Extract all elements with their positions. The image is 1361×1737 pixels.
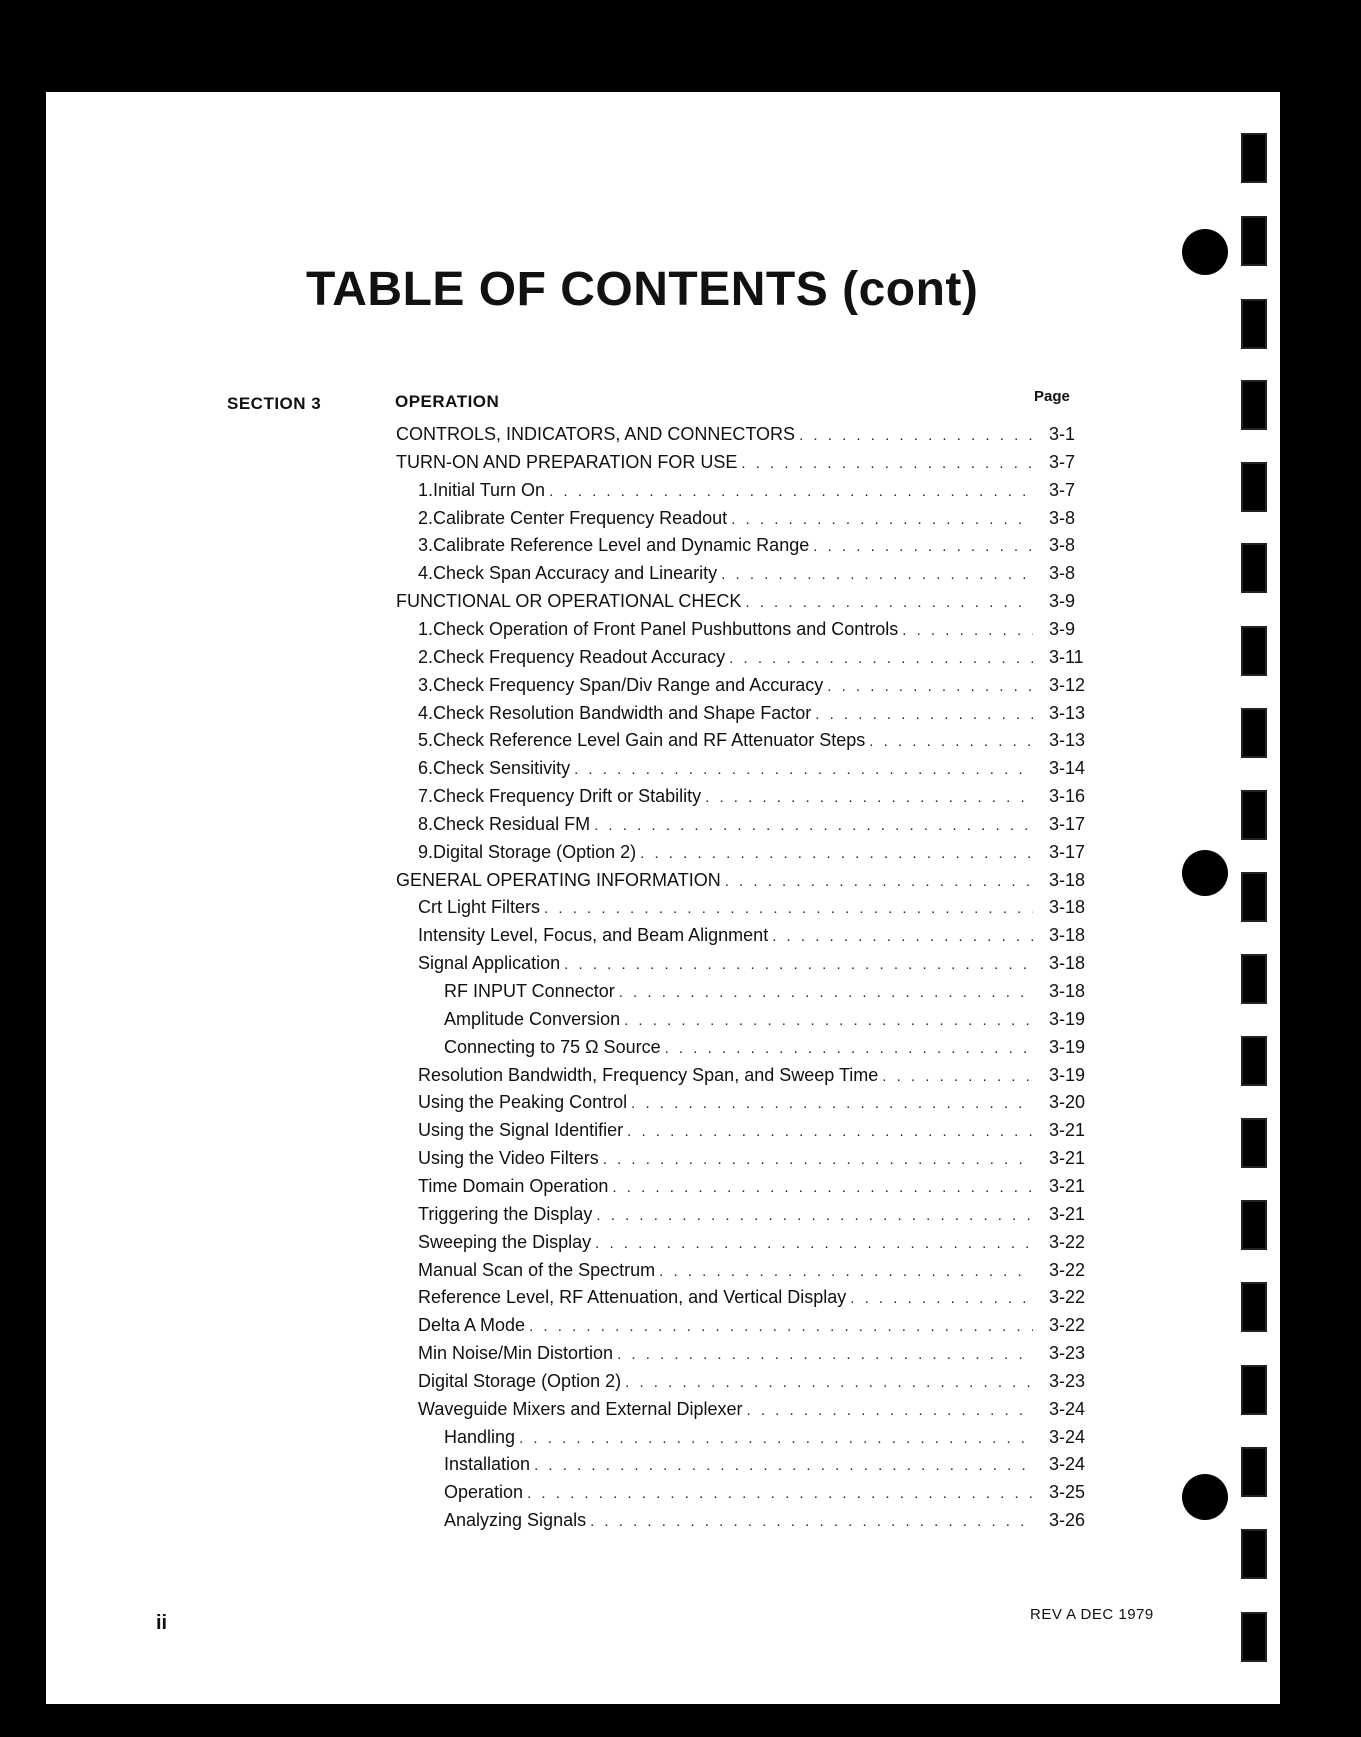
dot-leader bbox=[544, 897, 1033, 921]
toc-entry-label: Check Span Accuracy and Linearity bbox=[433, 563, 718, 584]
toc-entry-number: 5. bbox=[418, 730, 434, 751]
toc-entry-page: 3-7 bbox=[1049, 479, 1076, 500]
dot-leader bbox=[519, 1427, 1033, 1451]
toc-entry-label: Waveguide Mixers and External Diplexer bbox=[418, 1398, 743, 1419]
toc-entry bbox=[418, 533, 1091, 557]
toc-entry-number: 4. bbox=[418, 702, 434, 723]
dot-leader bbox=[731, 508, 1033, 532]
toc-entry-number: 8. bbox=[418, 813, 434, 834]
toc-entry-label: Handling bbox=[444, 1426, 516, 1447]
toc-entry bbox=[418, 1397, 1091, 1421]
toc-entry-label: Check Reference Level Gain and RF Attenuator Steps bbox=[433, 730, 866, 751]
toc-entry bbox=[418, 784, 1091, 808]
document-page bbox=[46, 92, 1280, 1704]
binder-slot bbox=[1241, 299, 1267, 349]
toc-entry bbox=[418, 1258, 1091, 1282]
toc-entry bbox=[418, 673, 1091, 697]
toc-entry-page: 3-25 bbox=[1049, 1482, 1086, 1503]
dot-leader bbox=[619, 981, 1033, 1005]
toc-entry-number: 7. bbox=[418, 786, 434, 807]
toc-entry bbox=[418, 1369, 1091, 1393]
toc-entry-label: Check Sensitivity bbox=[433, 758, 571, 779]
toc-entry bbox=[418, 617, 1091, 641]
toc-entry-label: Min Noise/Min Distortion bbox=[418, 1343, 614, 1364]
toc-entry-page: 3-9 bbox=[1049, 618, 1076, 639]
toc-entry-page: 3-24 bbox=[1049, 1426, 1086, 1447]
dot-leader bbox=[617, 1343, 1033, 1367]
binder-slot bbox=[1241, 1036, 1267, 1086]
dot-leader bbox=[799, 424, 1033, 448]
dot-leader bbox=[850, 1287, 1033, 1311]
toc-entry bbox=[418, 1118, 1091, 1142]
dot-leader bbox=[827, 675, 1033, 699]
toc-list bbox=[46, 92, 1280, 1704]
binder-slot bbox=[1241, 543, 1267, 593]
binder-slot bbox=[1241, 133, 1267, 183]
toc-entry bbox=[396, 450, 1091, 474]
toc-entry-number: 2. bbox=[418, 507, 434, 528]
toc-entry-page: 3-24 bbox=[1049, 1398, 1086, 1419]
toc-entry-page: 3-11 bbox=[1049, 646, 1084, 667]
toc-entry bbox=[418, 1285, 1091, 1309]
dot-leader bbox=[596, 1204, 1033, 1228]
dot-leader bbox=[595, 1232, 1033, 1256]
toc-entry-label: CONTROLS, INDICATORS, AND CONNECTORS bbox=[396, 424, 796, 444]
toc-entry-label: Signal Application bbox=[418, 953, 561, 974]
toc-entry-page: 3-12 bbox=[1049, 674, 1086, 695]
toc-entry-label: RF INPUT Connector bbox=[444, 981, 615, 1001]
toc-entry-page: 3-8 bbox=[1049, 507, 1076, 528]
toc-entry bbox=[444, 1452, 1091, 1476]
toc-entry-label: Sweeping the Display bbox=[418, 1231, 592, 1252]
toc-entry-label: Crt Light Filters bbox=[418, 897, 541, 918]
binder-slot bbox=[1241, 462, 1267, 512]
toc-entry-label: TURN-ON AND PREPARATION FOR USE bbox=[396, 451, 738, 472]
toc-entry bbox=[444, 1480, 1091, 1504]
toc-entry bbox=[418, 923, 1091, 947]
toc-entry bbox=[444, 1007, 1091, 1031]
toc-entry-page: 3-18 bbox=[1049, 981, 1086, 1001]
toc-entry bbox=[418, 701, 1091, 725]
binder-slot bbox=[1241, 1200, 1267, 1250]
binder-slot bbox=[1241, 626, 1267, 676]
binder-slot bbox=[1241, 1529, 1267, 1579]
toc-entry bbox=[418, 1090, 1091, 1114]
toc-entry bbox=[418, 951, 1091, 975]
dot-leader bbox=[869, 730, 1033, 754]
toc-entry-page: 3-13 bbox=[1049, 702, 1086, 723]
toc-entry-number: 1. bbox=[418, 479, 434, 500]
toc-entry bbox=[418, 561, 1091, 585]
binder-slot bbox=[1241, 1282, 1267, 1332]
dot-leader bbox=[534, 1454, 1033, 1478]
punch-hole bbox=[1182, 229, 1228, 275]
toc-entry bbox=[444, 979, 1091, 1003]
toc-entry bbox=[418, 478, 1091, 502]
toc-entry-label: Triggering the Display bbox=[418, 1203, 593, 1224]
toc-entry-number: 2. bbox=[418, 646, 434, 667]
dot-leader bbox=[564, 953, 1033, 977]
toc-entry-page: 3-14 bbox=[1049, 758, 1086, 779]
toc-entry-page: 3-9 bbox=[1049, 591, 1076, 612]
toc-entry-page: 3-21 bbox=[1049, 1203, 1086, 1224]
dot-leader bbox=[640, 842, 1033, 866]
toc-entry bbox=[396, 422, 1091, 446]
toc-entry-page: 3-23 bbox=[1049, 1343, 1086, 1364]
binder-edge bbox=[1237, 0, 1361, 1737]
toc-entry-label: Using the Video Filters bbox=[418, 1148, 599, 1169]
toc-entry-label: Check Frequency Readout Accuracy bbox=[433, 646, 726, 667]
toc-entry-number: 1. bbox=[418, 618, 434, 639]
toc-entry-page: 3-19 bbox=[1049, 1064, 1086, 1085]
toc-entry-label: Check Operation of Front Panel Pushbuttons and Controls bbox=[433, 618, 899, 639]
dot-leader bbox=[603, 1148, 1033, 1172]
toc-entry-page: 3-8 bbox=[1049, 563, 1076, 584]
toc-entry-number: 3. bbox=[418, 535, 434, 556]
toc-entry bbox=[418, 1146, 1091, 1170]
toc-entry-page: 3-21 bbox=[1049, 1120, 1086, 1141]
toc-entry bbox=[396, 589, 1091, 613]
toc-entry-number: 3. bbox=[418, 674, 434, 695]
toc-entry-page: 3-23 bbox=[1049, 1370, 1086, 1391]
toc-entry-label: Intensity Level, Focus, and Beam Alignment bbox=[418, 925, 769, 946]
toc-entry bbox=[418, 895, 1091, 919]
toc-entry-label: FUNCTIONAL OR OPERATIONAL CHECK bbox=[396, 591, 742, 612]
toc-entry-page: 3-16 bbox=[1049, 786, 1086, 807]
toc-entry-page: 3-18 bbox=[1049, 953, 1086, 974]
toc-entry-label: Manual Scan of the Spectrum bbox=[418, 1259, 656, 1280]
dot-leader bbox=[815, 703, 1033, 727]
dot-leader bbox=[721, 563, 1033, 587]
page-column-heading: Page bbox=[1034, 388, 1070, 405]
dot-leader bbox=[659, 1260, 1033, 1284]
binder-slot bbox=[1241, 1447, 1267, 1497]
toc-entry-page: 3-22 bbox=[1049, 1231, 1086, 1252]
toc-entry-label: Resolution Bandwidth, Frequency Span, and Sweep Time bbox=[418, 1064, 879, 1085]
page-title: TABLE OF CONTENTS (cont) bbox=[306, 263, 979, 316]
dot-leader bbox=[612, 1176, 1033, 1200]
dot-leader bbox=[882, 1065, 1033, 1089]
toc-entry bbox=[418, 728, 1091, 752]
dot-leader bbox=[746, 1399, 1033, 1423]
binder-slot bbox=[1241, 380, 1267, 430]
binder-slot bbox=[1241, 954, 1267, 1004]
binder-slot bbox=[1241, 872, 1267, 922]
toc-entry-label: Calibrate Center Frequency Readout bbox=[433, 507, 728, 528]
toc-entry bbox=[418, 840, 1091, 864]
toc-entry-page: 3-20 bbox=[1049, 1092, 1086, 1113]
toc-entry-label: Check Frequency Span/Div Range and Accuracy bbox=[433, 674, 824, 695]
toc-entry-page: 3-19 bbox=[1049, 1036, 1086, 1057]
dot-leader bbox=[574, 758, 1033, 782]
toc-entry-page: 3-18 bbox=[1049, 897, 1086, 918]
toc-entry-number: 6. bbox=[418, 758, 434, 779]
punch-hole bbox=[1182, 1474, 1228, 1520]
dot-leader bbox=[527, 1482, 1033, 1506]
toc-entry-label: Check Residual FM bbox=[433, 813, 591, 834]
toc-entry-label: Time Domain Operation bbox=[418, 1175, 609, 1196]
toc-entry-page: 3-1 bbox=[1049, 424, 1076, 444]
dot-leader bbox=[902, 619, 1033, 643]
binder-slot bbox=[1241, 708, 1267, 758]
toc-entry-label: Amplitude Conversion bbox=[444, 1008, 621, 1029]
toc-entry-label: Connecting to 75 Ω Source bbox=[444, 1036, 661, 1057]
toc-entry-number: 4. bbox=[418, 563, 434, 584]
toc-entry-page: 3-18 bbox=[1049, 925, 1086, 946]
dot-leader bbox=[529, 1315, 1033, 1339]
toc-entry bbox=[418, 1341, 1091, 1365]
dot-leader bbox=[813, 535, 1033, 559]
toc-entry-page: 3-19 bbox=[1049, 1008, 1086, 1029]
toc-entry-page: 3-22 bbox=[1049, 1315, 1086, 1336]
toc-entry bbox=[444, 1508, 1091, 1532]
dot-leader bbox=[745, 591, 1033, 615]
toc-entry-page: 3-17 bbox=[1049, 813, 1086, 834]
dot-leader bbox=[705, 786, 1033, 810]
toc-entry bbox=[418, 1202, 1091, 1226]
toc-entry-label: Check Frequency Drift or Stability bbox=[433, 786, 702, 807]
toc-entry-label: Delta A Mode bbox=[418, 1315, 526, 1336]
dot-leader bbox=[631, 1092, 1033, 1116]
toc-entry bbox=[418, 645, 1091, 669]
toc-entry-label: Analyzing Signals bbox=[444, 1510, 587, 1531]
dot-leader bbox=[627, 1120, 1033, 1144]
dot-leader bbox=[772, 925, 1033, 949]
toc-entry-label: Using the Signal Identifier bbox=[418, 1120, 624, 1141]
toc-entry-page: 3-7 bbox=[1049, 451, 1076, 472]
binder-slot bbox=[1241, 1365, 1267, 1415]
toc-entry-page: 3-18 bbox=[1049, 869, 1086, 890]
toc-entry-label: Using the Peaking Control bbox=[418, 1092, 628, 1113]
dot-leader bbox=[741, 452, 1033, 476]
toc-entry bbox=[418, 1313, 1091, 1337]
dot-leader bbox=[665, 1037, 1033, 1061]
binder-slot bbox=[1241, 216, 1267, 266]
toc-entry bbox=[418, 812, 1091, 836]
toc-entry bbox=[418, 1174, 1091, 1198]
toc-entry bbox=[418, 506, 1091, 530]
dot-leader bbox=[549, 480, 1033, 504]
section-title: OPERATION bbox=[395, 392, 500, 411]
toc-entry bbox=[444, 1425, 1091, 1449]
toc-entry-label: Check Resolution Bandwidth and Shape Factor bbox=[433, 702, 812, 723]
footer-revision: REV A DEC 1979 bbox=[1030, 1606, 1154, 1623]
toc-entry-label: GENERAL OPERATING INFORMATION bbox=[396, 869, 721, 890]
toc-entry bbox=[418, 1230, 1091, 1254]
toc-entry-page: 3-24 bbox=[1049, 1454, 1086, 1475]
toc-entry-page: 3-26 bbox=[1049, 1510, 1086, 1531]
binder-slot bbox=[1241, 790, 1267, 840]
dot-leader bbox=[625, 1371, 1033, 1395]
punch-hole bbox=[1182, 850, 1228, 896]
toc-entry-page: 3-17 bbox=[1049, 841, 1086, 862]
binder-slot bbox=[1241, 1118, 1267, 1168]
toc-entry-page: 3-21 bbox=[1049, 1148, 1086, 1169]
toc-entry bbox=[418, 1063, 1091, 1087]
toc-entry-label: Digital Storage (Option 2) bbox=[433, 841, 637, 862]
toc-entry-label: Operation bbox=[444, 1482, 524, 1503]
toc-entry bbox=[444, 1035, 1091, 1059]
toc-entry-label: Reference Level, RF Attenuation, and Vertical Display bbox=[418, 1287, 847, 1308]
dot-leader bbox=[590, 1510, 1033, 1534]
toc-entry-page: 3-8 bbox=[1049, 535, 1076, 556]
toc-entry-label: Initial Turn On bbox=[433, 479, 546, 500]
dot-leader bbox=[725, 870, 1033, 894]
binder-slot bbox=[1241, 1612, 1267, 1662]
dot-leader bbox=[624, 1009, 1033, 1033]
footer-page-number: ii bbox=[156, 1612, 168, 1634]
toc-entry-number: 9. bbox=[418, 841, 434, 862]
toc-entry bbox=[396, 868, 1091, 892]
toc-entry-page: 3-21 bbox=[1049, 1175, 1086, 1196]
toc-entry-label: Digital Storage (Option 2) bbox=[418, 1370, 622, 1391]
toc-entry-label: Calibrate Reference Level and Dynamic Range bbox=[433, 535, 810, 556]
dot-leader bbox=[594, 814, 1033, 838]
dot-leader bbox=[729, 647, 1033, 671]
toc-entry bbox=[418, 756, 1091, 780]
section-label: SECTION 3 bbox=[227, 394, 322, 413]
toc-entry-page: 3-13 bbox=[1049, 730, 1086, 751]
toc-entry-page: 3-22 bbox=[1049, 1287, 1086, 1308]
toc-entry-page: 3-22 bbox=[1049, 1259, 1086, 1280]
toc-entry-label: Installation bbox=[444, 1454, 531, 1475]
